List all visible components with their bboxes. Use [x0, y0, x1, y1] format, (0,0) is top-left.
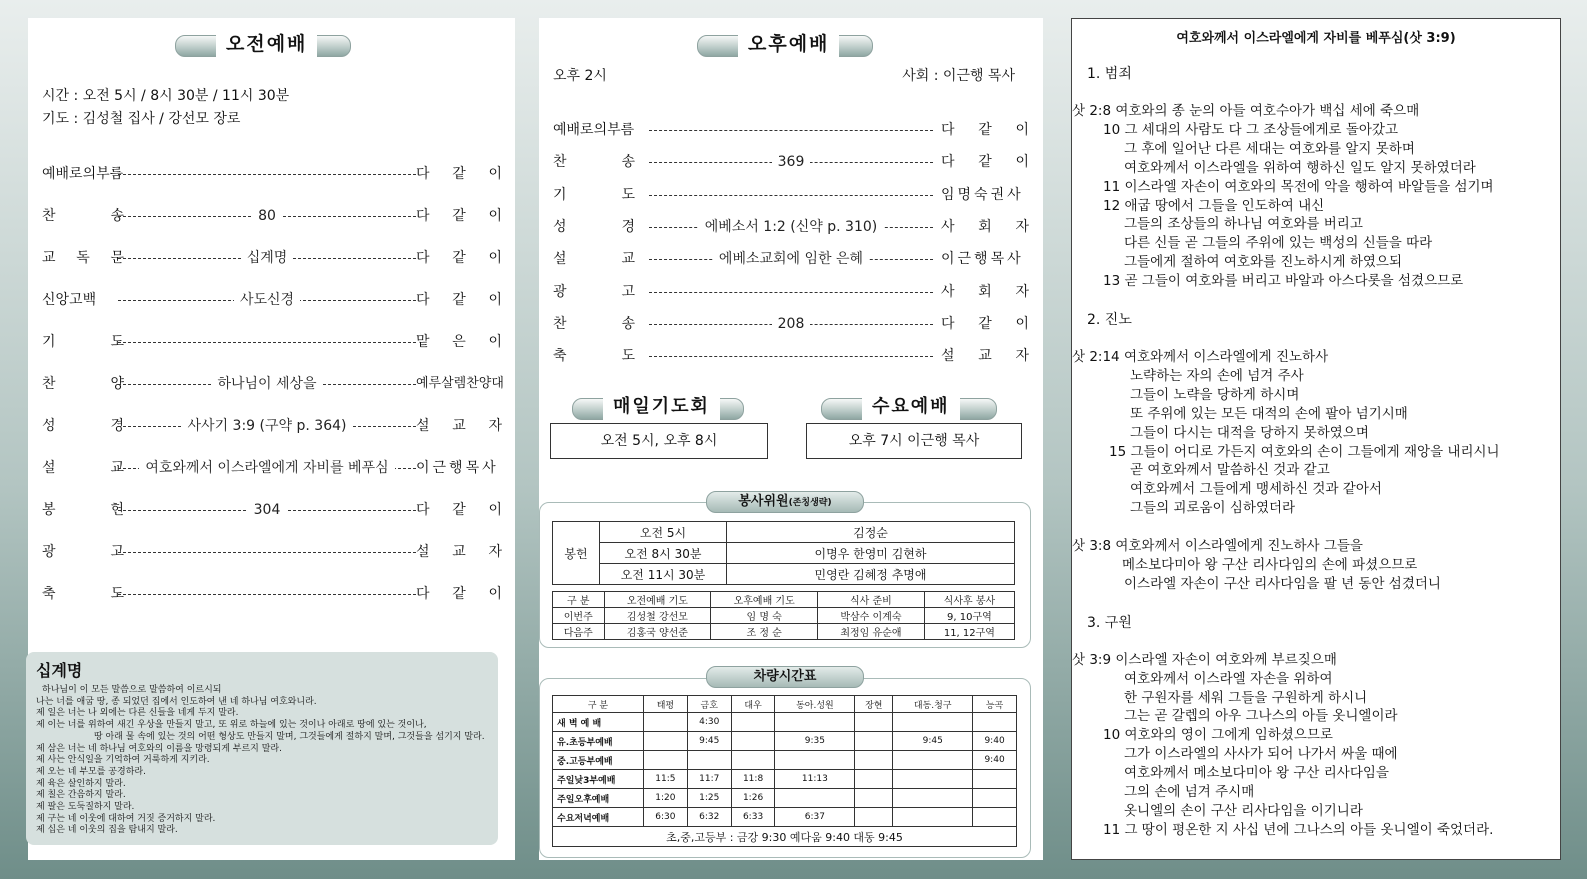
- sermon-panel: [1071, 18, 1561, 860]
- duty-cell: 임 명 숙: [711, 608, 818, 624]
- sermon-verse-line: 삿 2:14 여호와께서 이스라엘에게 진노하사: [1072, 349, 1329, 365]
- commandment-line: 나는 너를 애굽 땅, 종 되었던 집에서 인도하여 낸 네 하나님 여호와니라.: [36, 696, 317, 707]
- sermon-verse-line: 그 후에 일어난 다른 세대는 여호와를 알지 못하며: [1124, 140, 1415, 157]
- bus-title: 차량시간표: [706, 666, 864, 688]
- bus-time-cell: [855, 789, 893, 808]
- order-leader-line: [118, 206, 416, 226]
- order-person: 설 교 자: [416, 418, 502, 434]
- bus-service-name: 주일낮3부예배: [553, 770, 644, 789]
- volunteers-title: [706, 491, 864, 513]
- order-item-text: 에베소교회에 임한 은혜: [713, 249, 869, 269]
- commandment-line: 제 십은 네 이웃의 집을 탐내지 말라.: [36, 825, 178, 836]
- order-row: [553, 152, 1029, 172]
- bus-time-cell: 6:33: [731, 808, 775, 827]
- sermon-verse-line: 삿 2:8 여호와의 종 눈의 아들 여호수아가 백십 세에 죽으매: [1072, 103, 1420, 119]
- sermon-verse-line: 10 여호와의 영이 그에게 임하셨으므로: [1103, 727, 1333, 744]
- duty-header: 오후예배 기도: [711, 592, 818, 608]
- duty-table: [552, 591, 1015, 640]
- bus-time-cell: [973, 789, 1017, 808]
- order-person: 다 같 이: [941, 154, 1029, 171]
- order-person: 다 같 이: [416, 166, 502, 182]
- commandment-line: 제 사는 안식일을 기억하여 거룩하게 지키라.: [36, 755, 210, 766]
- order-row: [553, 185, 1029, 205]
- order-person: 다 같 이: [416, 292, 502, 308]
- commandment-line: 제 일은 너는 나 외에는 다른 신들을 네게 두지 말라.: [36, 708, 239, 719]
- order-label: 기 도: [553, 186, 635, 203]
- commandment-line: 땅 아래 물 속에 있는 것의 어떤 형상도 만들지 말며, 그것들에게 절하지 말며, 그것들을 섬기지 말라.: [94, 731, 485, 742]
- volunteers-title-text: 봉사위원: [738, 494, 789, 509]
- bus-service-name: 주일오후예배: [553, 789, 644, 808]
- sermon-verse-line: 그들이 다시는 대적을 당하지 못하였으며: [1130, 424, 1369, 441]
- order-row: [42, 164, 502, 184]
- offering-names: 이명우 한영미 김현하: [727, 543, 1015, 564]
- sermon-verse-line: 여호와께서 이스라엘 자손을 위하여: [1124, 670, 1333, 687]
- bus-time-cell: [855, 770, 893, 789]
- bus-time-cell: [855, 751, 893, 770]
- sermon-verse-line: 삿 3:8 여호와께서 이스라엘에게 진노하사 그들을: [1072, 538, 1363, 554]
- order-leader-line: [118, 248, 416, 268]
- bus-service-name: 유.초등부예배: [553, 732, 644, 751]
- sermon-section-heading: 3. 구원: [1087, 614, 1132, 631]
- order-person: 이근행목사: [416, 460, 499, 476]
- order-leader-line: [118, 290, 416, 310]
- bus-time-cell: [731, 713, 775, 732]
- sermon-verse-line: 그가 이스라엘의 사사가 되어 나가서 싸울 때에: [1124, 746, 1398, 763]
- dashed-leader: [118, 594, 416, 595]
- sermon-verse-line: 그들에게 절하여 여호와를 진노하시게 하였으되: [1124, 254, 1402, 271]
- commandment-line: 제 육은 살인하지 말라.: [36, 778, 126, 789]
- order-label: 찬 송: [42, 208, 124, 224]
- bus-time-cell: [893, 713, 973, 732]
- bus-time-cell: [731, 732, 775, 751]
- bus-time-cell: [644, 751, 688, 770]
- order-leader-line: [118, 332, 416, 352]
- order-row: [553, 120, 1029, 140]
- sermon-verse-line: 곧 여호와께서 말씀하신 것과 같고: [1130, 462, 1330, 479]
- order-label: 성 경: [42, 418, 124, 434]
- commandment-line: 제 구는 네 이웃에 대하여 거짓 증거하지 말라.: [36, 813, 216, 824]
- sermon-verse-line: 12 애굽 땅에서 그들을 인도하여 내신: [1103, 197, 1325, 214]
- order-item-text: 208: [772, 314, 811, 334]
- bus-header: 구 분: [553, 696, 644, 713]
- order-label: 광 고: [42, 544, 124, 560]
- wednesday-title: 수요예배: [862, 393, 960, 421]
- sermon-verse-line: 여호와께서 이스라엘을 위하여 행하신 일도 알지 못하였더라: [1124, 159, 1476, 176]
- duty-cell: 이번주: [553, 608, 605, 624]
- sermon-verse-line: 노략하는 자의 손에 넘겨 주사: [1130, 367, 1304, 384]
- duty-cell: 김홍국 양선준: [604, 624, 711, 640]
- order-row: [553, 217, 1029, 237]
- sermon-verse-line: 이스라엘 자손이 구산 리사다임을 팔 년 동안 섬겼더니: [1124, 575, 1441, 592]
- order-label: 교 독 문: [42, 250, 124, 266]
- order-leader-line: [649, 217, 933, 237]
- sermon-verse-line: 11 그 땅이 평온한 지 사십 년에 그나스의 아들 옷니엘이 죽었더라.: [1103, 821, 1494, 838]
- order-label: 축 도: [42, 586, 124, 602]
- duty-header: 오전예배 기도: [604, 592, 711, 608]
- morning-time: 시간 : 오전 5시 / 8시 30분 / 11시 30분: [42, 88, 290, 104]
- duty-header: 식사 준비: [818, 592, 925, 608]
- offering-table: [552, 521, 1015, 585]
- duty-cell: 9, 10구역: [924, 608, 1014, 624]
- order-leader-line: [649, 120, 933, 140]
- bus-header: 태평: [644, 696, 688, 713]
- order-leader-line: [118, 584, 416, 604]
- afternoon-title: 오후예배: [738, 30, 839, 58]
- bus-time-cell: [893, 770, 973, 789]
- bus-time-cell: [855, 808, 893, 827]
- bus-time-cell: [731, 751, 775, 770]
- bus-time-cell: 6:30: [644, 808, 688, 827]
- wednesday-pill: [821, 398, 997, 420]
- offering-time: 오전 8시 30분: [600, 543, 727, 564]
- afternoon-time: 오후 2시: [553, 68, 607, 84]
- commandment-line: 제 이는 너를 위하여 새긴 우상을 만들지 말고, 또 위로 하늘에 있는 것이나 아래로 땅에 있는 것이나,: [36, 720, 427, 731]
- order-leader-line: [649, 314, 933, 334]
- order-item-text: 304: [248, 500, 287, 520]
- bus-header: 대동.청구: [893, 696, 973, 713]
- order-leader-line: [118, 416, 416, 436]
- order-person: 이근행목사: [941, 251, 1024, 268]
- order-label: 예배로의부름: [42, 166, 124, 182]
- order-leader-line: [118, 374, 416, 394]
- bus-time-cell: 11:5: [644, 770, 688, 789]
- order-person: 임명숙권사: [941, 186, 1024, 203]
- sermon-verse-line: 다른 신들 곧 그들의 주위에 있는 백성의 신들을 따라: [1124, 235, 1433, 252]
- order-label: 신앙고백: [42, 292, 97, 308]
- sermon-verse-line: 11 이스라엘 자손이 여호와의 목전에 악을 행하여 바알들을 섬기며: [1103, 178, 1494, 195]
- order-item-text: 에베소서 1:2 (신약 p. 310): [699, 217, 883, 237]
- bus-footer: 초,중,고등부 : 금강 9:30 예다움 9:40 대동 9:45: [553, 827, 1017, 847]
- bus-time-cell: 9:40: [973, 751, 1017, 770]
- order-person: 다 같 이: [416, 208, 502, 224]
- order-item-text: 하나님이 세상을: [211, 374, 322, 394]
- duty-cell: 11, 12구역: [924, 624, 1014, 640]
- dashed-leader: [649, 130, 933, 131]
- order-item-text: 사도신경: [234, 290, 300, 310]
- order-row: [42, 500, 502, 520]
- order-row: [553, 314, 1029, 334]
- commandment-line: 제 삼은 너는 네 하나님 여호와의 이름을 망령되게 부르지 말라.: [36, 743, 282, 754]
- bus-time-cell: [855, 732, 893, 751]
- order-label: 설 교: [553, 251, 635, 268]
- order-row: [42, 416, 502, 436]
- bus-time-cell: 6:37: [775, 808, 855, 827]
- sermon-section-heading: 2. 진노: [1087, 312, 1132, 328]
- bus-time-cell: [893, 751, 973, 770]
- dashed-leader: [118, 552, 416, 553]
- dashed-leader: [649, 195, 933, 196]
- order-row: [553, 249, 1029, 269]
- bus-time-cell: [855, 713, 893, 732]
- order-person: 사 회 자: [941, 283, 1029, 300]
- sermon-verse-line: 또 주위에 있는 모든 대적의 손에 팔아 넘기시매: [1130, 405, 1408, 422]
- order-leader-line: [649, 152, 933, 172]
- order-person: 사 회 자: [941, 218, 1029, 235]
- order-leader-line: [649, 249, 933, 269]
- bus-time-cell: [893, 808, 973, 827]
- volunteers-title-sub: (존칭생략): [788, 498, 832, 508]
- bus-header: 금호: [687, 696, 731, 713]
- order-row: [42, 206, 502, 226]
- sermon-verse-line: 그들이 노략을 당하게 하시며: [1130, 386, 1300, 403]
- bus-time-cell: 4:30: [687, 713, 731, 732]
- bus-time-cell: 9:40: [973, 732, 1017, 751]
- offering-names: 김정순: [727, 522, 1015, 543]
- bus-time-cell: 9:35: [775, 732, 855, 751]
- offering-names: 민영란 김혜정 추명애: [727, 564, 1015, 585]
- order-item-text: 십계명: [241, 248, 294, 268]
- bus-time-cell: 9:45: [687, 732, 731, 751]
- bus-time-cell: [687, 751, 731, 770]
- sermon-verse-line: 그들의 조상들의 하나님 여호와를 버리고: [1124, 216, 1363, 233]
- order-row: [42, 248, 502, 268]
- sermon-verse-line: 그는 곧 갈렙의 아우 그나스의 아들 옷니엘이라: [1124, 708, 1398, 725]
- order-person: 예루살렘찬양대: [416, 376, 504, 391]
- order-leader-line: [118, 542, 416, 562]
- bus-header: 대우: [731, 696, 775, 713]
- morning-title-pill: [175, 35, 351, 57]
- dashed-leader: [118, 174, 416, 175]
- order-person: 설 교 자: [416, 544, 502, 560]
- afternoon-leader: 사회 : 이근행 목사: [902, 68, 1015, 84]
- order-leader-line: [118, 164, 416, 184]
- order-label: 예배로의부름: [553, 122, 635, 138]
- order-row: [42, 458, 502, 478]
- duty-cell: 다음주: [553, 624, 605, 640]
- order-person: 다 같 이: [416, 250, 502, 266]
- sermon-verse-line: 삿 3:9 이스라엘 자손이 여호와께 부르짖으매: [1072, 651, 1337, 668]
- order-person: 다 같 이: [941, 315, 1029, 332]
- bus-service-name: 수요저녁예배: [553, 808, 644, 827]
- order-item-text: 80: [252, 206, 282, 226]
- commandment-line: 하나님이 이 모든 말씀으로 말씀하여 이르시되: [42, 685, 222, 695]
- bus-header: 능곡: [973, 696, 1017, 713]
- bus-time-cell: 1:26: [731, 789, 775, 808]
- wednesday-box: 오후 7시 이근행 목사: [806, 423, 1022, 459]
- sermon-verse-line: 옷니엘의 손이 구산 리사다임을 이기니라: [1124, 802, 1363, 819]
- bus-time-cell: [775, 713, 855, 732]
- dashed-leader: [649, 292, 933, 293]
- sermon-title: 여호와께서 이스라엘에게 자비를 베푸심(삿 3:9): [1176, 31, 1456, 46]
- order-row: [553, 346, 1029, 366]
- sermon-verse-line: 13 곧 그들이 여호와를 버리고 바알과 아스다롯을 섬겼으므로: [1103, 273, 1464, 290]
- bus-time-cell: [775, 751, 855, 770]
- afternoon-title-pill: [697, 35, 873, 57]
- duty-header: 식사후 봉사: [924, 592, 1014, 608]
- commandment-line: 제 오는 네 부모를 공경하라.: [36, 766, 146, 777]
- offering-label: 봉헌: [553, 522, 600, 585]
- offering-time: 오전 11시 30분: [600, 564, 727, 585]
- daily-prayer-box: 오전 5시, 오후 8시: [550, 423, 768, 459]
- sermon-verse-line: 메소보다미아 왕 구산 리사다임의 손에 파셨으므로: [1122, 556, 1418, 573]
- order-leader-line: [118, 500, 416, 520]
- bus-time-cell: [893, 789, 973, 808]
- order-label: 성 경: [553, 218, 635, 235]
- order-person: 맡 은 이: [416, 334, 502, 350]
- sermon-verse-line: 15 그들이 어디로 가든지 여호와의 손이 그들에게 재앙을 내리시니: [1109, 443, 1500, 460]
- bus-time-cell: [973, 713, 1017, 732]
- bus-time-cell: 11:8: [731, 770, 775, 789]
- order-label: 광 고: [553, 283, 635, 300]
- bus-time-cell: [973, 808, 1017, 827]
- dashed-leader: [649, 356, 933, 357]
- order-person: 다 같 이: [416, 502, 502, 518]
- morning-prayer: 기도 : 김성철 집사 / 강선모 장로: [42, 111, 241, 127]
- bus-time-cell: [775, 789, 855, 808]
- sermon-verse-line: 여호와께서 그들에게 맹세하신 것과 같아서: [1130, 481, 1382, 498]
- duty-header: 구 분: [553, 592, 605, 608]
- order-person: 설 교 자: [941, 348, 1029, 365]
- commandment-line: 제 칠은 간음하지 말라.: [36, 790, 126, 801]
- order-person: 다 같 이: [941, 122, 1029, 138]
- morning-service-panel: [28, 18, 515, 860]
- daily-prayer-title: 매일기도회: [603, 393, 720, 421]
- order-label: 기 도: [42, 334, 124, 350]
- commandments-title: 십계명: [36, 661, 83, 680]
- duty-cell: 조 정 순: [711, 624, 818, 640]
- order-row: [553, 282, 1029, 302]
- order-item-text: 369: [772, 152, 811, 172]
- bus-time-cell: 1:25: [687, 789, 731, 808]
- bus-time-cell: [973, 770, 1017, 789]
- duty-cell: 김성철 강선모: [604, 608, 711, 624]
- order-label: 찬 송: [553, 154, 635, 171]
- bus-header: 동아.성원: [775, 696, 855, 713]
- order-label: 찬 송: [553, 315, 635, 332]
- afternoon-service-panel: [539, 18, 1043, 860]
- bus-time-cell: 1:20: [644, 789, 688, 808]
- order-row: [42, 374, 502, 394]
- order-item-text: 사사기 3:9 (구약 p. 364): [182, 416, 353, 436]
- order-label: 축 도: [553, 348, 635, 365]
- order-leader-line: [118, 458, 416, 478]
- order-row: [42, 542, 502, 562]
- sermon-verse-line: 한 구원자를 세워 그들을 구원하게 하시니: [1124, 689, 1368, 706]
- bus-time-cell: [644, 713, 688, 732]
- order-row: [42, 584, 502, 604]
- bus-time-cell: [644, 732, 688, 751]
- order-leader-line: [649, 346, 933, 366]
- bus-table: [552, 695, 1017, 847]
- bus-service-name: 중.고등부예배: [553, 751, 644, 770]
- bus-time-cell: 11:13: [775, 770, 855, 789]
- ten-commandments-box: [26, 652, 498, 845]
- order-label: 봉 헌: [42, 502, 124, 518]
- sermon-verse-line: 여호와께서 메소보다미아 왕 구산 리사다임을: [1124, 765, 1389, 782]
- order-label: 설 교: [42, 460, 124, 476]
- daily-prayer-pill: [572, 398, 744, 420]
- bus-header: 장현: [855, 696, 893, 713]
- sermon-verse-line: 그들의 괴로움이 심하였더라: [1130, 500, 1296, 517]
- order-label: 찬 양: [42, 376, 124, 392]
- sermon-verse-line: 10 그 세대의 사람도 다 그 조상들에게로 돌아갔고: [1103, 121, 1398, 138]
- bus-service-name: 새 벽 예 배: [553, 713, 644, 732]
- dashed-leader: [118, 342, 416, 343]
- sermon-section-heading: 1. 범죄: [1087, 66, 1132, 82]
- order-row: [42, 290, 502, 310]
- bus-time-cell: 11:7: [687, 770, 731, 789]
- bus-time-cell: 6:32: [687, 808, 731, 827]
- order-item-text: 여호와께서 이스라엘에게 자비를 베푸심: [139, 458, 394, 478]
- bus-time-cell: 9:45: [893, 732, 973, 751]
- order-leader-line: [649, 282, 933, 302]
- commandment-line: 제 팔은 도둑질하지 말라.: [36, 802, 135, 812]
- sermon-verse-line: 그의 손에 넘겨 주시매: [1124, 784, 1255, 800]
- morning-title: 오전예배: [216, 30, 317, 58]
- duty-cell: 최정임 유순애: [818, 624, 925, 640]
- duty-cell: 박삼수 이계숙: [818, 608, 925, 624]
- order-person: 다 같 이: [416, 586, 502, 602]
- offering-time: 오전 5시: [600, 522, 727, 543]
- order-row: [42, 332, 502, 352]
- order-leader-line: [649, 185, 933, 205]
